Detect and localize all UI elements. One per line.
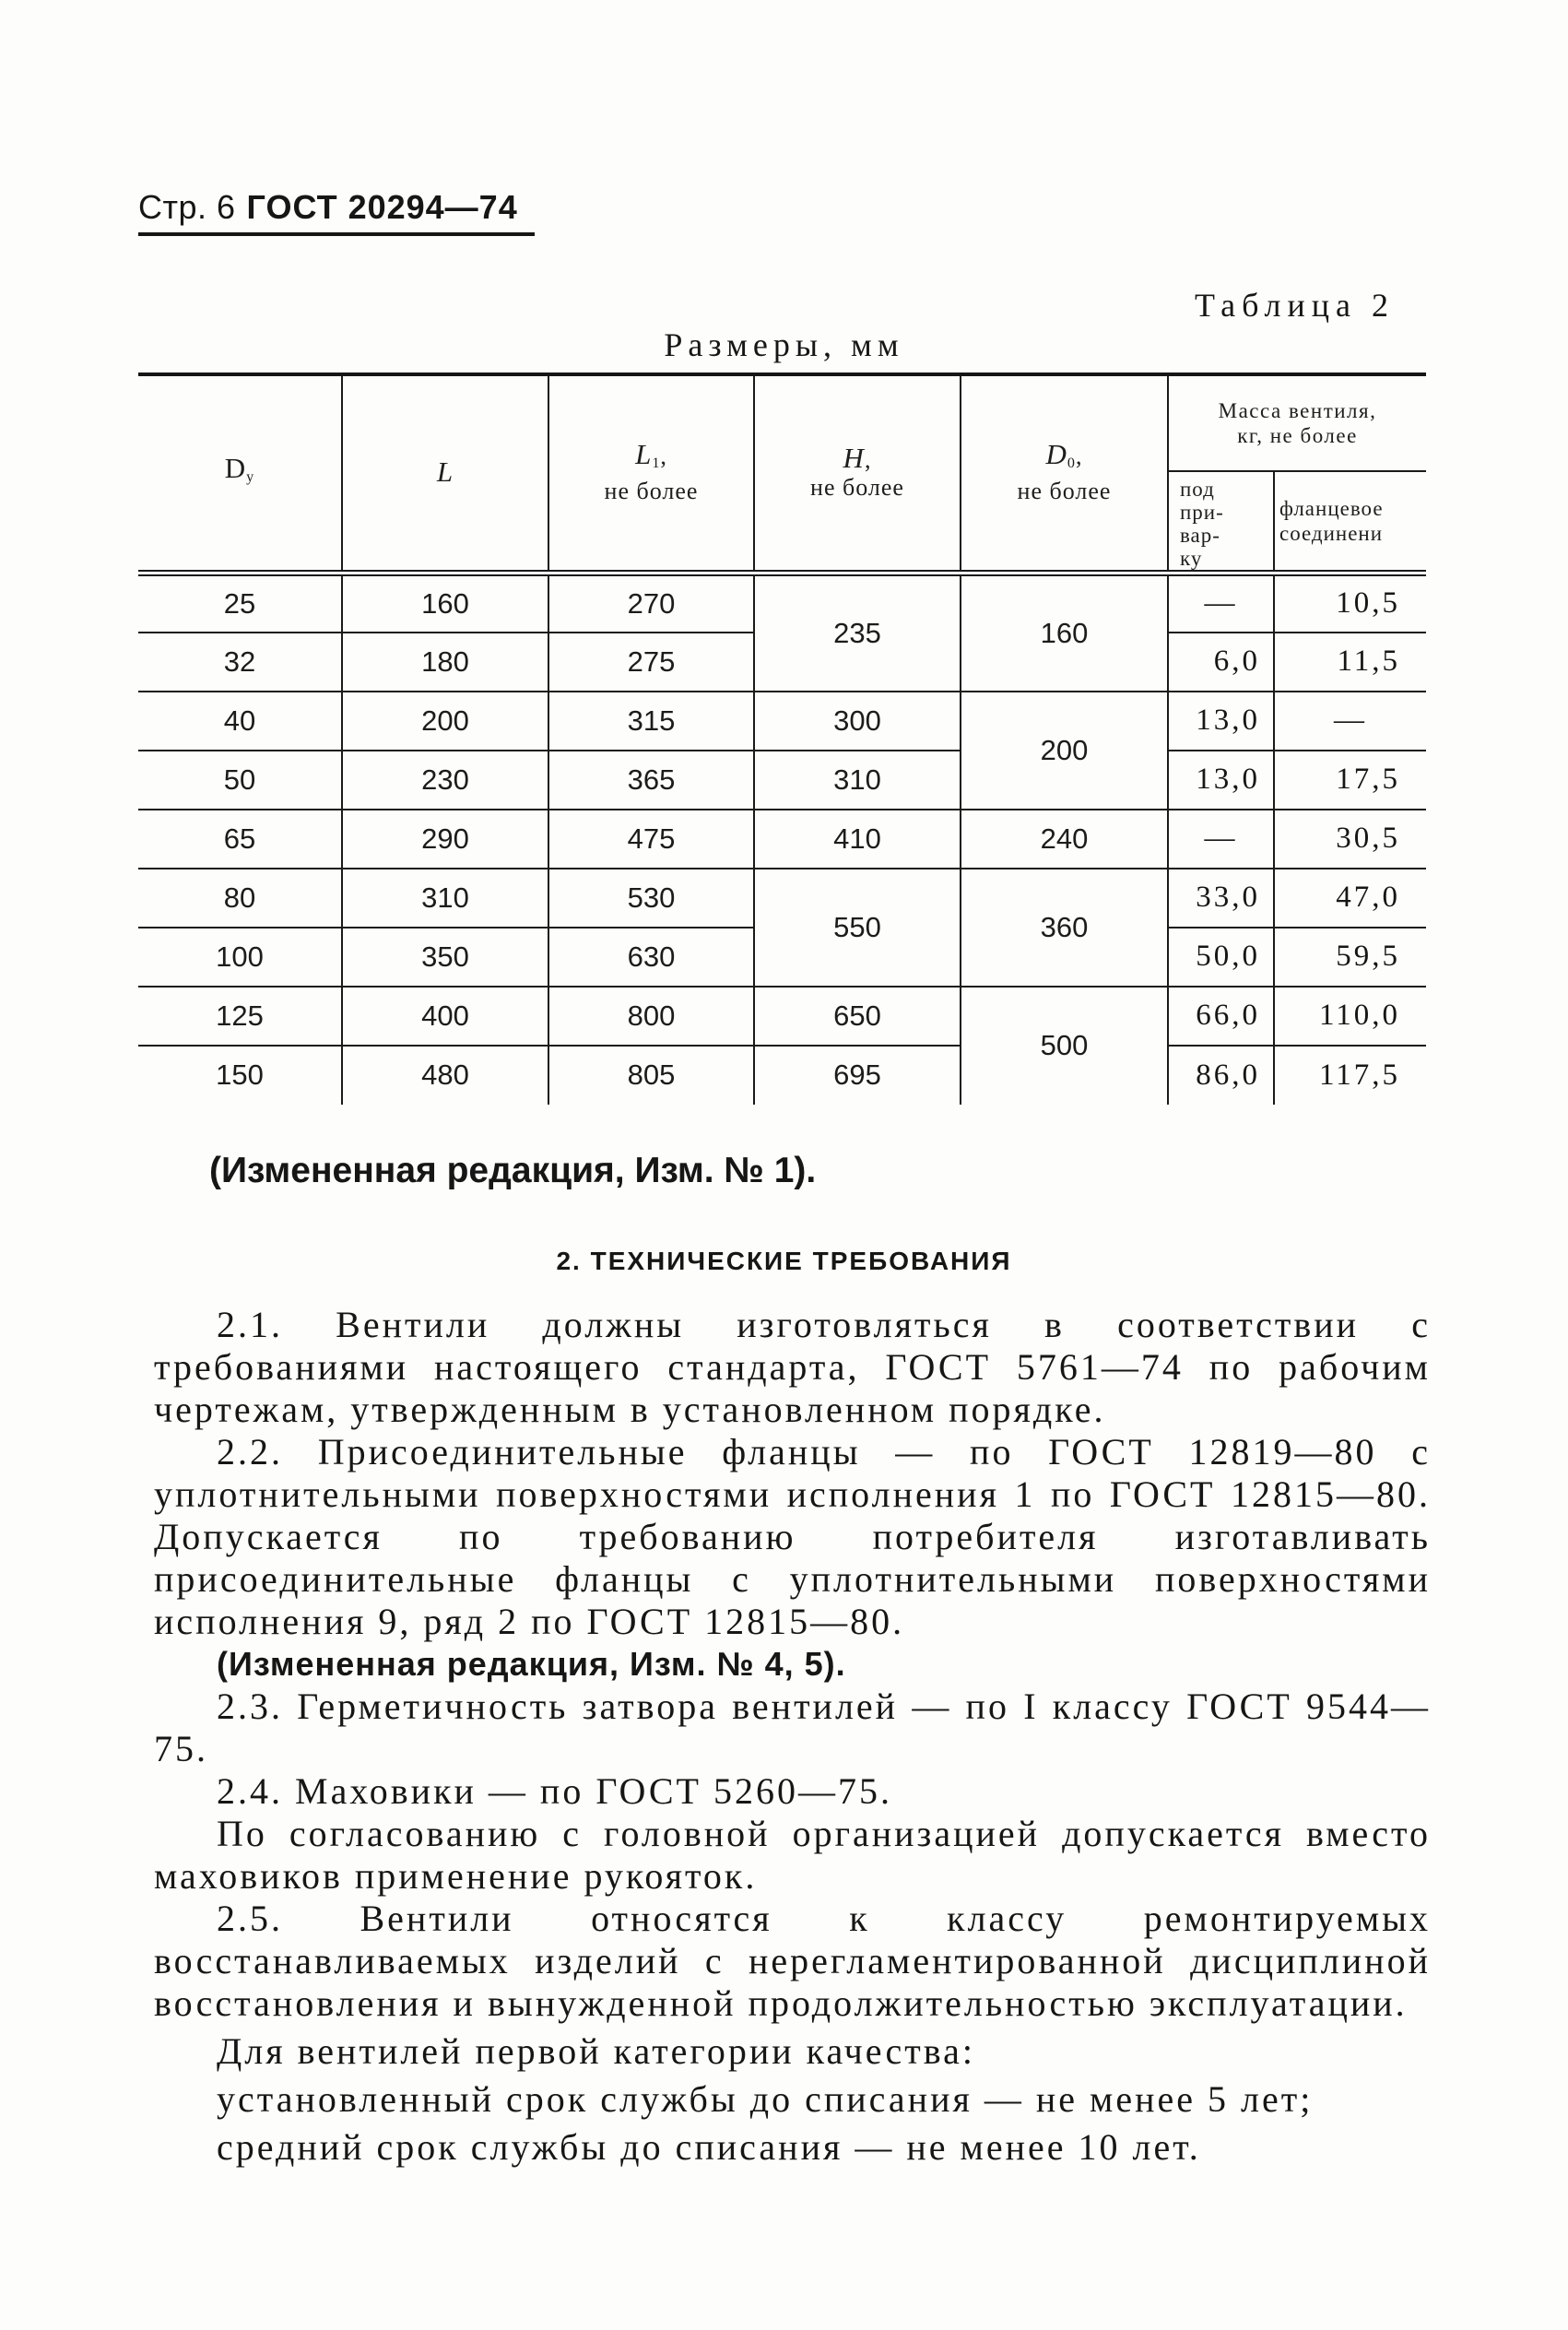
cell-l1: 800	[548, 987, 754, 1046]
paragraph-2-3: 2.3. Герметичность затвора вентилей — по I классу ГОСТ 9544—75.	[154, 1685, 1431, 1769]
header-suffix: ,	[1075, 442, 1083, 469]
running-head	[138, 187, 518, 228]
paragraph-service-life-average: средний срок службы до списания — не менее 10 лет.	[217, 2126, 1201, 2168]
header-weld-line: под	[1180, 478, 1215, 501]
cell-mass-flange: —	[1274, 692, 1426, 751]
cell-dy: 100	[138, 928, 342, 987]
paragraph-2-4-note: По согласованию с головной организацией допускается вместо маховиков применение рукояток.	[154, 1813, 1431, 1897]
header-subscript: 0	[1067, 455, 1076, 471]
paragraph-2-1: 2.1. Вентили должны изготовляться в соответствии с требованиями настоящего стандарта, ГОСТ 5761—74 по рабочим чертежам, утвержденным в установленном порядке.	[154, 1304, 1431, 1430]
table-body	[138, 574, 1426, 1105]
cell-mass-flange: 47,0	[1274, 869, 1426, 928]
page-number: Стр. 6	[138, 188, 236, 226]
cell-l1: 475	[548, 810, 754, 869]
cell-dy: 50	[138, 751, 342, 810]
paragraph-service-life-set: установленный срок службы до списания — не менее 5 лет;	[217, 2078, 1314, 2120]
standard-number: ГОСТ 20294—74	[246, 188, 518, 226]
cell-mass-flange: 59,5	[1274, 928, 1426, 987]
header-mass-title-line: кг, не более	[1237, 424, 1358, 447]
cell-dy: 40	[138, 692, 342, 751]
section-body	[154, 1304, 1431, 2169]
cell-mass-flange: 117,5	[1274, 1046, 1426, 1105]
header-symbol-line	[961, 437, 1167, 478]
header-symbol: L	[635, 437, 653, 470]
header-suffix: ,	[660, 442, 667, 469]
header-symbol: L	[436, 455, 454, 488]
amendment-note: (Измененная редакция, Изм. № 1).	[209, 1151, 817, 1190]
cell-mass-weld: 6,0	[1168, 633, 1274, 692]
table-row	[138, 751, 1426, 810]
header-symbol: D	[1045, 437, 1067, 470]
cell-mass-weld: 13,0	[1168, 751, 1274, 810]
header-suffix: ,	[864, 446, 872, 473]
table-caption: Таблица 2	[1195, 287, 1395, 324]
table-row	[138, 810, 1426, 869]
cell-mass-flange: 11,5	[1274, 633, 1426, 692]
cell-mass-flange: 30,5	[1274, 810, 1426, 869]
header-note: не более	[1017, 478, 1112, 504]
header-row	[138, 374, 1426, 471]
cell-l1: 270	[548, 574, 754, 633]
cell-d0: 360	[961, 869, 1168, 987]
header-note: не более	[810, 474, 904, 501]
cell-d0: 200	[961, 692, 1168, 810]
header-symbol-line	[755, 444, 960, 474]
table-header	[138, 374, 1426, 574]
table-row	[138, 574, 1426, 633]
paragraph-quality-intro: Для вентилей первой категории качества:	[217, 2030, 975, 2072]
paragraph-2-4: 2.4. Маховики — по ГОСТ 5260—75.	[217, 1770, 892, 1812]
cell-l1: 630	[548, 928, 754, 987]
cell-mass-weld: 86,0	[1168, 1046, 1274, 1105]
header-flange-line: соединени	[1279, 522, 1384, 545]
cell-dy: 25	[223, 586, 256, 620]
table-row	[138, 987, 1426, 1046]
header-symbol: H	[843, 442, 865, 474]
header-symbol: D	[224, 451, 247, 484]
header-note: не более	[604, 478, 699, 504]
cell-l: 310	[342, 869, 548, 928]
cell-l1: 530	[548, 869, 754, 928]
cell-mass-weld: —	[1168, 810, 1274, 869]
header-l	[342, 374, 548, 574]
cell-dy: 80	[138, 869, 342, 928]
header-d0	[961, 374, 1168, 574]
header-flange-line: фланцевое	[1279, 497, 1384, 520]
header-subscript: у	[246, 469, 255, 485]
cell-l: 180	[342, 633, 548, 692]
paragraph-2-2: 2.2. Присоединительные фланцы — по ГОСТ 12819—80 с уплотнительными поверхностями исполнения 1 по ГОСТ 12815—80. Допускается по требованию потребителя изготавливать присоединительные фланцы с уплотнительными поверхностями исполнения 9, ряд 2 по ГОСТ 12815—80.	[154, 1431, 1431, 1642]
cell-l: 230	[342, 751, 548, 810]
cell-mass-flange: 17,5	[1274, 751, 1426, 810]
cell-l: 400	[342, 987, 548, 1046]
cell-h: 235	[754, 574, 961, 692]
cell-dy: 65	[138, 810, 342, 869]
section-title: 2. ТЕХНИЧЕСКИЕ ТРЕБОВАНИЯ	[556, 1247, 1012, 1275]
cell-mass-weld: 33,0	[1168, 869, 1274, 928]
amendment-note: (Измененная редакция, Изм. № 4, 5).	[217, 1645, 846, 1683]
cell-l: 200	[342, 692, 548, 751]
table-row	[138, 1046, 1426, 1105]
header-symbol-line	[549, 437, 753, 478]
header-l1	[548, 374, 754, 574]
cell-l: 350	[342, 928, 548, 987]
running-head-rule	[138, 232, 535, 236]
header-mass-flange	[1274, 471, 1426, 574]
cell-l1: 315	[548, 692, 754, 751]
header-mass-title-line: Масса вентиля,	[1218, 399, 1377, 422]
cell-h: 695	[754, 1046, 961, 1105]
cell-dy: 150	[138, 1046, 342, 1105]
cell-h: 300	[754, 692, 961, 751]
cell-l: 160	[342, 574, 548, 633]
units-caption: Размеры, мм	[664, 326, 904, 363]
table-row	[138, 869, 1426, 928]
cell-dy: 125	[138, 987, 342, 1046]
cell-l1: 805	[548, 1046, 754, 1105]
header-mass-weld	[1168, 471, 1274, 574]
cell-mass-weld: —	[1168, 574, 1274, 633]
cell-d0: 160	[961, 574, 1168, 692]
cell-mass-flange: 110,0	[1274, 987, 1426, 1046]
cell-h: 410	[754, 810, 961, 869]
cell-l: 290	[342, 810, 548, 869]
header-weld-line: ку	[1180, 547, 1203, 570]
cell-h: 650	[754, 987, 961, 1046]
cell-l: 480	[342, 1046, 548, 1105]
cell-l1: 365	[548, 751, 754, 810]
cell-d0: 240	[961, 810, 1168, 869]
cell-d0: 500	[961, 987, 1168, 1105]
header-mass-title	[1168, 374, 1426, 471]
cell-l1: 275	[548, 633, 754, 692]
cell-dy: 32	[138, 633, 342, 692]
paragraph-2-5: 2.5. Вентили относятся к классу ремонтируемых восстанавливаемых изделий с нерегламентированной дисциплиной восстановления и вынужденной продолжительностью эксплуатации.	[154, 1898, 1431, 2024]
header-dy	[138, 374, 342, 574]
cell-h: 310	[754, 751, 961, 810]
cell-mass-weld: 50,0	[1168, 928, 1274, 987]
header-weld-line: вар-	[1180, 524, 1220, 547]
header-subscript: 1	[652, 455, 661, 471]
cell-mass-weld: 66,0	[1168, 987, 1274, 1046]
header-weld-line: при-	[1180, 501, 1224, 524]
cell-h: 550	[754, 869, 961, 987]
dimensions-table	[138, 373, 1426, 1105]
cell-mass-flange: 10,5	[1274, 574, 1426, 633]
table-row	[138, 692, 1426, 751]
cell-mass-weld: 13,0	[1168, 692, 1274, 751]
header-h	[754, 374, 961, 574]
